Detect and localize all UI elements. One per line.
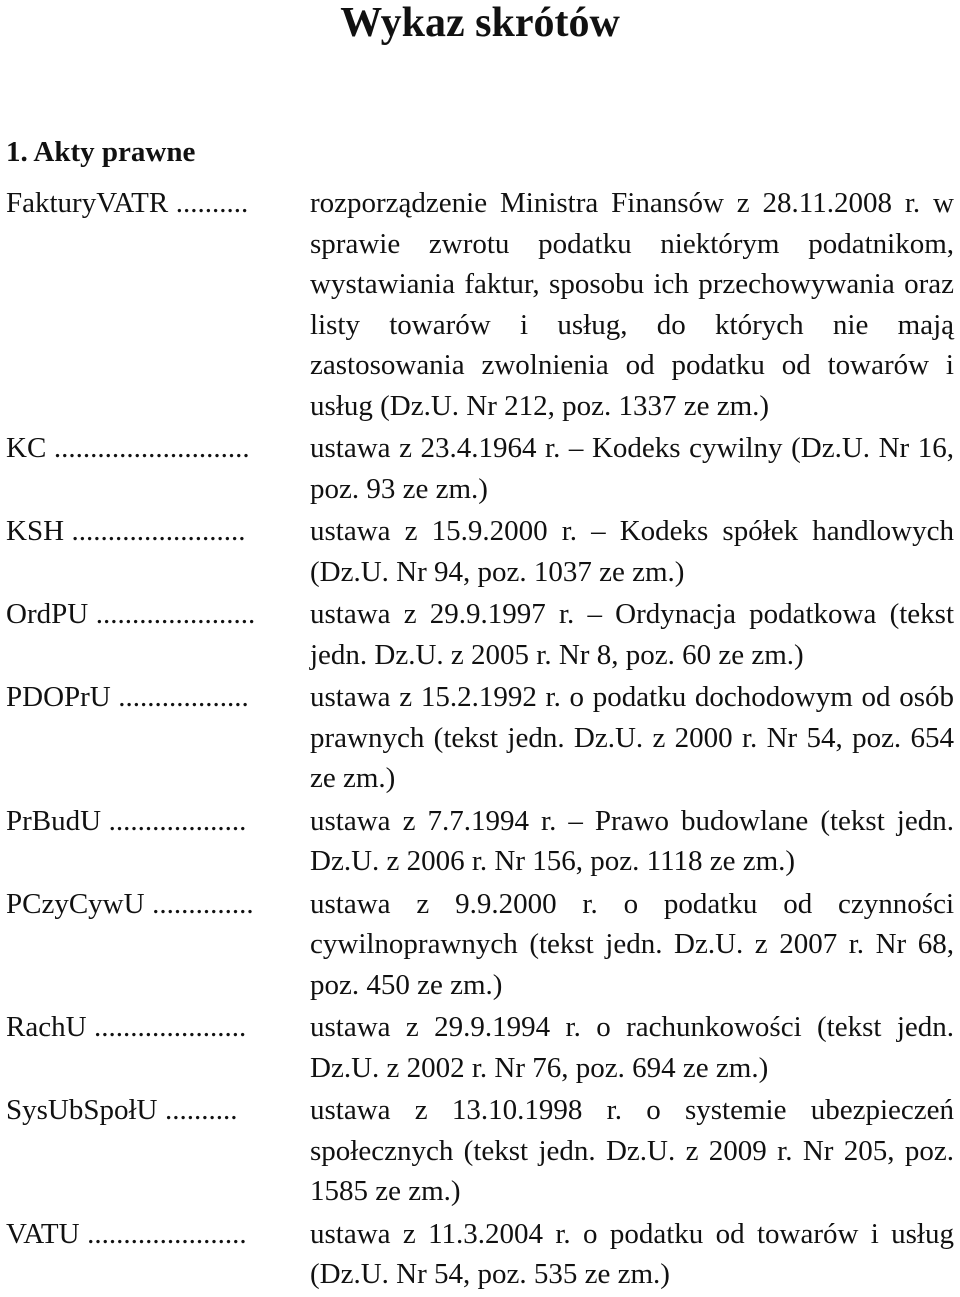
list-item <box>6 183 954 426</box>
list-item <box>6 1007 954 1088</box>
list-item <box>6 511 954 592</box>
list-item <box>6 428 954 509</box>
abbreviation-description: ustawa z 9.9.2000 r. o podatku od czynności cywilnoprawnych (tekst jedn. Dz.U. z 2007 r. Nr 68, poz. 450 ze zm.) <box>310 887 954 1001</box>
abbreviation-description: ustawa z 11.3.2004 r. o podatku od towarów i usług (Dz.U. Nr 54, poz. 535 ze zm.) <box>310 1217 954 1290</box>
abbreviation: SysUbSpołU .......... <box>6 1094 238 1126</box>
abbreviation-description: ustawa z 29.9.1997 r. – Ordynacja podatkowa (tekst jedn. Dz.U. z 2005 r. Nr 8, poz. 60 ze zm.) <box>310 598 954 671</box>
abbreviation-description: ustawa z 13.10.1998 r. o systemie ubezpieczeń społecznych (tekst jedn. Dz.U. z 2009 r. Nr 205, poz. 1585 ze zm.) <box>310 1094 954 1207</box>
list-item <box>6 884 954 1006</box>
list-item <box>6 594 954 675</box>
abbreviation: VATU ...................... <box>6 1217 247 1250</box>
abbreviation-list <box>6 183 954 1297</box>
abbreviation: RachU ..................... <box>6 1011 247 1043</box>
list-item <box>6 1214 954 1295</box>
abbreviation: FakturyVATR .......... <box>6 187 249 219</box>
list-item <box>6 677 954 799</box>
page-title: Wykaz skrótów <box>340 0 620 46</box>
list-item <box>6 801 954 882</box>
abbreviation: PCzyCywU .............. <box>6 887 254 920</box>
abbreviation: KC ........................... <box>6 432 250 464</box>
abbreviation: KSH ........................ <box>6 515 246 547</box>
abbreviation-description: ustawa z 15.9.2000 r. – Kodeks spółek handlowych (Dz.U. Nr 94, poz. 1037 ze zm.) <box>310 515 954 588</box>
abbreviation: PDOPrU .................. <box>6 681 249 713</box>
abbreviation-description: ustawa z 15.2.1992 r. o podatku dochodowym od osób prawnych (tekst jedn. Dz.U. z 2000 r. Nr 54, poz. 654 ze zm.) <box>310 681 954 794</box>
abbreviation: OrdPU ...................... <box>6 598 256 630</box>
abbreviation-description: ustawa z 23.4.1964 r. – Kodeks cywilny (Dz.U. Nr 16, poz. 93 ze zm.) <box>310 432 954 505</box>
abbreviation: PrBudU ................... <box>6 804 247 837</box>
abbreviation-description: ustawa z 7.7.1994 r. – Prawo budowlane (tekst jedn. Dz.U. z 2006 r. Nr 156, poz. 1118 ze zm.) <box>310 804 954 877</box>
abbreviation-description: rozporządzenie Ministra Finansów z 28.11.2008 r. w sprawie zwrotu podatku niektórym podatnikom, wystawiania faktur, sposobu ich przechowywania oraz listy towarów i usług, do których nie mają zastosowania zwolnienia od podatku od towarów i usług (Dz.U. Nr 212, poz. 1337 ze zm.) <box>310 187 954 422</box>
abbreviation-description: ustawa z 29.9.1994 r. o rachunkowości (tekst jedn. Dz.U. z 2002 r. Nr 76, poz. 694 ze zm.) <box>310 1011 954 1084</box>
list-item <box>6 1090 954 1212</box>
section-heading: 1. Akty prawne <box>6 136 196 168</box>
